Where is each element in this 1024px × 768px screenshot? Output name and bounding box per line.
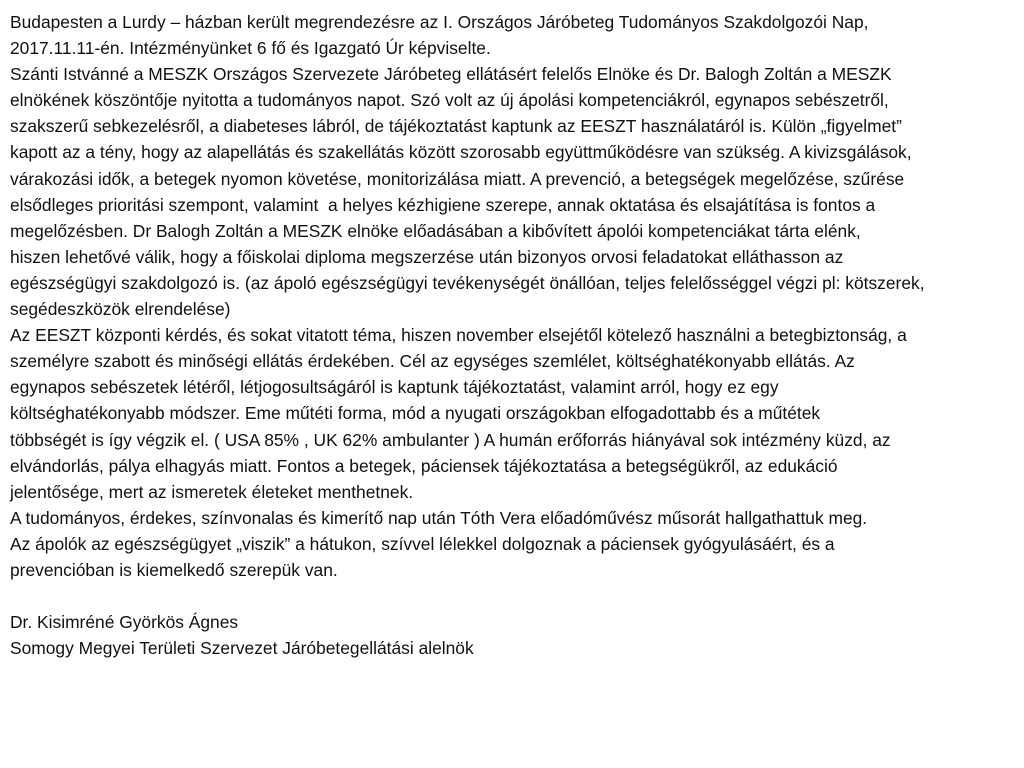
text-line: Budapesten a Lurdy – házban került megrendezésre az I. Országos Járóbeteg Tudományos Szakdolgozói Nap, xyxy=(10,12,869,32)
text-line: Az ápolók az egészségügyet „viszik” a hátukon, szívvel lélekkel dolgoznak a páciensek gyógyulásáért, és a xyxy=(10,533,835,554)
text-line: többségét is így végzik el. ( USA 85% , UK 62% ambulanter ) A humán erőforrás hiányával sok intézmény küzd, az xyxy=(10,429,891,450)
text-line: 2017.11.11-én. Intézményünket 6 fő és Igazgató Úr képviselte. xyxy=(10,38,491,59)
paragraph-opening xyxy=(10,61,1015,322)
text-line: elnökének köszöntője nyitotta a tudományos napot. Szó volt az új ápolási kompetenciákról, egynapos sebészetről, xyxy=(10,90,889,111)
signature-name: Dr. Kisimréné Györkös Ágnes xyxy=(10,612,239,633)
signature-title: Somogy Megyei Területi Szervezet Járóbetegellátási alelnök xyxy=(10,638,474,659)
text-line: Szánti Istvánné a MESZK Országos Szervezete Járóbeteg ellátásért felelős Elnöke és Dr. Balogh Zoltán a MESZK xyxy=(10,64,892,85)
text-line: segédeszközök elrendelése) xyxy=(10,299,231,320)
signature-block xyxy=(10,609,1015,661)
text-line: kapott az a tény, hogy az alapellátás és szakellátás között szorosabb együttműködésre van szükség. A kivizsgálások, xyxy=(10,142,912,163)
text-line: költséghatékonyabb módszer. Eme műtéti forma, mód a nyugati országokban elfogadottabb és a műtétek xyxy=(10,403,821,424)
text-line: elvándorlás, pálya elhagyás miatt. Fontos a betegek, páciensek tájékoztatása a betegségükről, az edukáció xyxy=(10,455,838,476)
paragraph-nurses xyxy=(10,531,1015,583)
text-line: megelőzésben. Dr Balogh Zoltán a MESZK elnöke előadásában a kibővített ápolói kompetenciákat tárta elénk, xyxy=(10,220,861,241)
text-line: személyre szabott és minőségi ellátás érdekében. Cél az egységes szemlélet, költséghatékonyabb ellátás. Az xyxy=(10,351,855,372)
text-line: hiszen lehetővé válik, hogy a főiskolai diploma megszerzése után bizonyos orvosi feladatokat elláthasson az xyxy=(10,246,844,267)
document-body xyxy=(10,9,1015,661)
text-line: Az EESZT központi kérdés, és sokat vitatott téma, hiszen november elsejétől kötelező használni a betegbiztonság, a xyxy=(10,325,907,346)
paragraph-closing-event xyxy=(10,505,1015,531)
text-line: szakszerű sebkezelésről, a diabeteses lábról, de tájékoztatást kaptunk az EESZT használatáról is. Külön „figyelmet” xyxy=(10,116,902,137)
text-line: elsődleges prioritási szempont, valamint a helyes kézhigiene szerepe, annak oktatása és elsajátítása is fontos a xyxy=(10,194,876,215)
text-line: egészségügyi szakdolgozó is. (az ápoló egészségügyi tevékenységét önállóan, teljes felelősséggel végzi pl: kötszerek, xyxy=(10,272,925,293)
text-line: prevencióban is kiemelkedő szerepük van. xyxy=(10,559,338,580)
paragraph-eeszt xyxy=(10,322,1015,505)
blank-line xyxy=(10,583,1015,609)
text-line: A tudományos, érdekes, színvonalas és kimerítő nap után Tóth Vera előadóművész műsorát hallgathattuk meg. xyxy=(10,507,868,528)
text-line: várakozási idők, a betegek nyomon követése, monitorizálása miatt. A prevenció, a betegségek megelőzése, szűrése xyxy=(10,168,905,189)
text-line: egynapos sebészetek létéről, létjogosultságáról is kaptunk tájékoztatást, valamint arról, hogy ez egy xyxy=(10,377,779,398)
paragraph-venue xyxy=(10,9,1015,61)
text-line: jelentősége, mert az ismeretek életeket menthetnek. xyxy=(10,481,414,502)
